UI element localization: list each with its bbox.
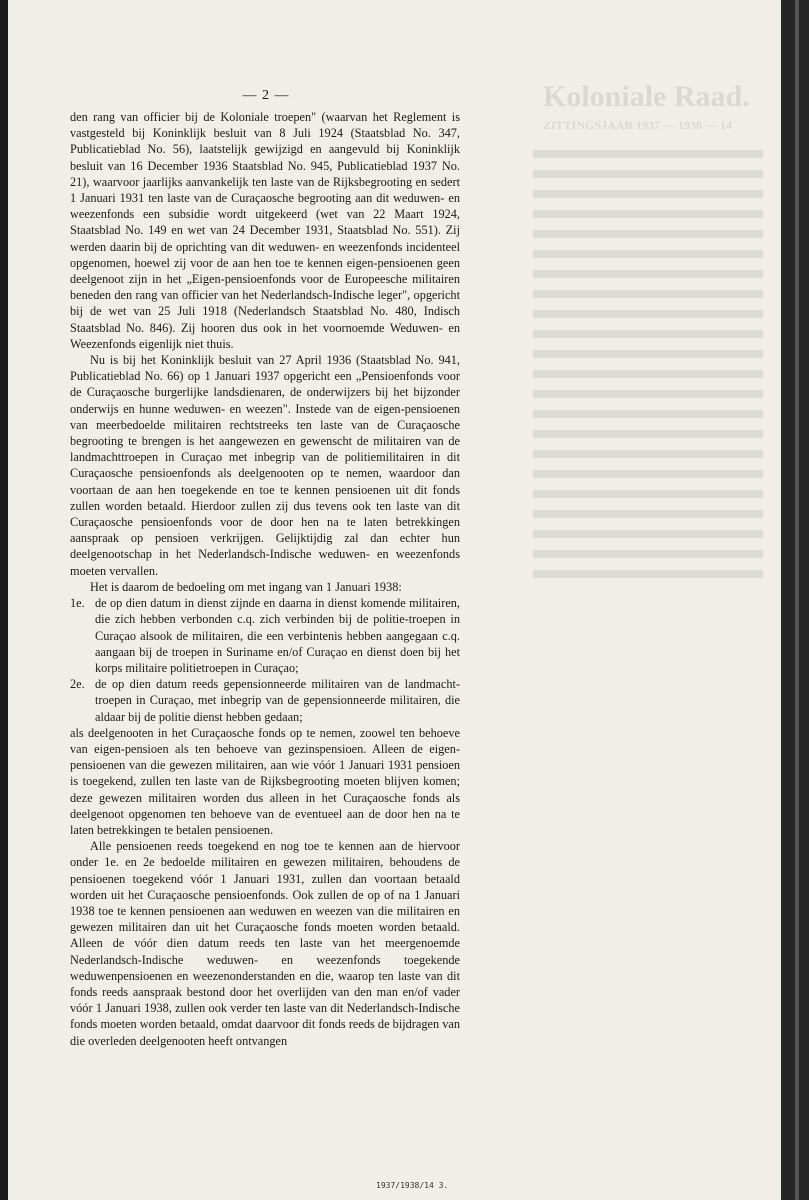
bleed-text-line [533, 570, 763, 578]
bleed-text-line [533, 250, 763, 258]
paragraph: den rang van officier bij de Koloniale troepen" (waarvan het Reglement is vastgesteld bij Koninklijk besluit van 8 Juli 1924 (Staatsblad No. 347, Publicatieblad No. 56), laatstelijk gewijzigd en aangevuld bij Koninklijk besluit van 16 December 1936 Staatsblad No. 945, Publicatieblad 1937 No. 21), waarvoor jaarlijks aanvankelijk ten laste van de Rijksbegrooting en sedert 1 Januari 1931 ten laste van de Curaçaosche begrooting aan dit weduwen- en weezenfonds een subsidie wordt uitgekeerd (wet van 22 Maart 1924, Staatsblad No. 149 en wet van 24 December 1931, Staatsblad No. 551). Zij werden daarin bij de oprichting van dit weduwen- en weezenfonds incidenteel opgenomen, hoewel zij voor de aan hen toe te kennen eigen-pensioenen geen deelgenoot zijn in het „Eigen-pensioenfonds voor de Europeesche militairen beneden den rang van officier van het Nederlandsch-Indische leger", opgericht bij de wet van 25 Juli 1918 (Nederlandsch Staatsblad No. 480, Indisch Staatsblad No. 846). Zij hooren dus ook in het voornoemde Weduwen- en Weezenfonds eigenlijk niet thuis. [70, 110, 460, 351]
bleed-text-line [533, 430, 763, 438]
bleed-text-line [533, 230, 763, 238]
bleed-subtitle: ZITTINGSJAAR 1937 — 1938 — 14 [543, 118, 733, 132]
paragraph: Nu is bij het Koninklijk besluit van 27 April 1936 (Staatsblad No. 941, Publicatieblad No. 66) op 1 Januari 1937 opgericht een „Pensioenfonds voor de Curaçaosche burgerlijke landsdienaren, de onderwijzers bij het bijzonder onderwijs en hunne weduwen- en weezen". Instede van de eigen-pensioenen van meerbedoelde militairen rechtstreeks ten laste van de Curaçaosche begrooting te brengen is het aangewezen en gewenscht de militairen van de landmachttroepen in Curaçao met inbegrip van de politiemilitairen in dit Curaçaosche pensioenfonds als deelgenooten op te nemen, waardoor dan voortaan de aan hen toegekende en toe te kennen pensioenen uit dit fonds zullen worden betaald. Hierdoor zullen zij dus tevens ook ten laste van dit Curaçaosche pensioenfonds voor de door hen na te laten betrekkingen aanspraak op pensioen verkrijgen. Gelijktijdig zal dan echter hun deelgenootschap in het Nederlandsch-Indische weduwen- en weezenfonds moeten vervallen. [70, 353, 460, 578]
list-item-text: de op dien datum in dienst zijnde en daarna in dienst komende militairen, die zich hebben verbonden c.q. zich verbinden bij de politie-troepen in Curaçao alsook de militairen, die een verbintenis hebben aangegaan c.q. aangaan bij de troepen in Suriname en/of Curaçao en dienst doen bij het korps militaire politietroepen in Curaçao; [95, 596, 460, 675]
print-imprint: 1937/1938/14 3. [376, 1181, 449, 1190]
bleed-text-line [533, 370, 763, 378]
bleed-text-line [533, 330, 763, 338]
page-number: — 2 — [242, 88, 290, 103]
bleed-text-line [533, 450, 763, 458]
bleed-text-line [533, 270, 763, 278]
bleed-text-line [533, 290, 763, 298]
bleed-title: Koloniale Raad. [543, 80, 750, 113]
show-through-bleed [523, 60, 773, 620]
list-item-number: 2e. [70, 677, 85, 692]
body-text [70, 109, 460, 1049]
bleed-text-line [533, 210, 763, 218]
paragraph: Het is daarom de bedoeling om met ingang van 1 Januari 1938: [90, 579, 402, 594]
bleed-text-line [533, 530, 763, 538]
bleed-text-line [533, 490, 763, 498]
scan-edge-line [795, 0, 799, 1200]
list-item [70, 595, 460, 676]
bleed-text-line [533, 470, 763, 478]
paragraph: Alle pensioenen reeds toegekend en nog toe te kennen aan de hiervoor onder 1e. en 2e bedoelde militairen en gewezen militairen, behoudens de pensioenen toegekend vóór 1 Januari 1931, zullen dan voortaan betaald worden uit het Curaçaosche pensioenfonds. Ook zullen de op of na 1 Januari 1938 toe te kennen pensioenen aan weduwen en weezen van die militairen en gewezen militairen dan uit het Curaçaosche fonds moeten worden betaald. Alleen de vóór dien datum reeds ten laste van het meergenoemde Nederlandsch-Indische weduwen- en weezenfonds toegekende weduwenpensioenen en weezenonderstanden en die, waarop ten laste van dit fonds reeds aanspraak bestond door het overlijden van den man en/of vader vóór 1 Januari 1938, zullen ook verder ten laste van dit Nederlandsch-Indische fonds moeten worden betaald, omdat daarvoor dit fonds reeds de bijdragen van die overleden deelgenooten heeft ontvangen [70, 839, 460, 1048]
bleed-text-line [533, 150, 763, 158]
bleed-text-line [533, 410, 763, 418]
bleed-text-line [533, 390, 763, 398]
bleed-text-line [533, 170, 763, 178]
bleed-text-line [533, 350, 763, 358]
list-item [70, 676, 460, 725]
bleed-text-line [533, 510, 763, 518]
list-item-text: de op dien datum reeds gepensionneerde militairen van de landmacht-troepen in Curaçao, met inbegrip van de gepensionneerde militairen, die aldaar bij de politie dienst hebben gedaan; [95, 677, 460, 724]
list-item-number: 1e. [70, 596, 85, 611]
bleed-text-line [533, 190, 763, 198]
paragraph: als deelgenooten in het Curaçaosche fonds op te nemen, zoowel ten behoeve van eigen-pensioen als ten behoeve van gezinspensioen. Alleen de eigen-pensioenen van die gewezen militairen, aan wie vóór 1 Januari 1931 pensioen is toegekend, zullen ten laste van de Rijksbegrooting moeten blijven komen; deze gewezen militairen worden dus alleen in het Curaçaosche fonds als deelgenoot opgenomen ten behoeve van de eventueel aan de door hen na te laten betrekkingen te betalen pensioenen. [70, 725, 460, 837]
document-page [8, 0, 781, 1200]
bleed-text-line [533, 550, 763, 558]
bleed-text-line [533, 310, 763, 318]
